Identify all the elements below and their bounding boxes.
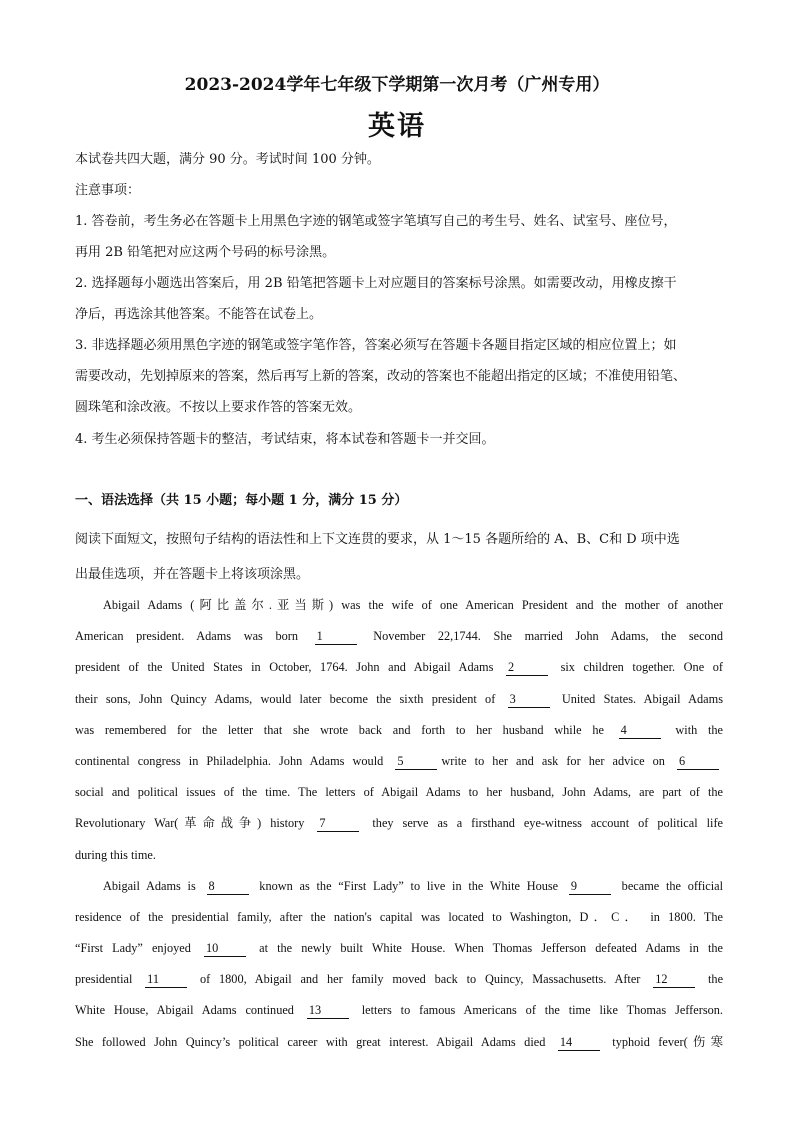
passage-text: with the	[675, 722, 723, 737]
passage-line	[75, 746, 723, 777]
answer-blank: 5	[395, 754, 437, 770]
note-item-4: 4. 考生必须保持答题卡的整洁，考试结束，将本试卷和答题卡一并交回。	[75, 432, 495, 447]
note-item-1-line-1: 1. 答卷前，考生务必在答题卡上用黑色字迹的钢笔或签字笔填写自己的考生号、姓名、试室号、座位号，	[75, 214, 677, 229]
passage-line	[75, 777, 723, 808]
passage-text: their sons, John Quincy Adams, would later become the sixth president of	[75, 691, 496, 706]
passage-text: United States. Abigail Adams	[561, 691, 723, 706]
passage-text: the	[708, 972, 723, 987]
exam-title: 2023-2024学年七年级下学期第一次月考（广州专用）	[184, 75, 610, 95]
passage-text: they serve as a firsthand eye-witness account of political life	[372, 816, 723, 831]
passage-line	[75, 715, 723, 746]
passage-line	[75, 840, 723, 871]
passage-text: was remembered for the letter that she wrote back and forth to her husband while he	[75, 722, 604, 737]
reading-passage	[75, 590, 723, 1058]
passage-text: became the official	[621, 878, 723, 893]
section-1-direction-line-2: 出最佳选项，并在答题卡上将该项涂黑。	[75, 567, 310, 582]
passage-text: American president. Adams was born	[75, 629, 298, 644]
answer-blank: 4	[619, 723, 661, 739]
passage-text: letters to famous Americans of the time like Thomas Jefferson.	[361, 1003, 723, 1018]
answer-blank: 7	[317, 816, 359, 832]
passage-line	[75, 964, 723, 995]
note-item-1-line-2: 再用 2B 铅笔把对应这两个号码的标号涂黑。	[75, 245, 336, 260]
answer-blank: 10	[204, 941, 246, 957]
notes-heading: 注意事项：	[75, 183, 141, 198]
passage-text: of 1800, Abigail and her family moved back to Quincy, Massachusetts. After	[199, 972, 641, 987]
section-1-heading: 一、语法选择（共 15 小题；每小题 1 分，满分 15 分）	[75, 493, 408, 508]
answer-blank: 11	[145, 972, 187, 988]
passage-text: Revolutionary War(革命战争) history	[75, 816, 305, 831]
passage-text: president of the United States in October, 1764. John and Abigail Adams	[75, 660, 494, 675]
answer-blank: 12	[653, 972, 695, 988]
passage-text: continental congress in Philadelphia. John Adams would	[75, 753, 384, 768]
note-item-3-line-3: 圆珠笔和涂改液。不按以上要求作答的答案无效。	[75, 400, 362, 415]
instructions-intro: 本试卷共四大题，满分 90 分。考试时间 100 分钟。	[75, 152, 380, 167]
passage-line	[75, 621, 723, 652]
answer-blank: 6	[677, 754, 719, 770]
answer-blank: 2	[506, 660, 548, 676]
answer-blank: 13	[307, 1003, 349, 1019]
passage-line	[75, 995, 723, 1026]
answer-blank: 9	[569, 879, 611, 895]
passage-line	[75, 1027, 723, 1058]
passage-text: social and political issues of the time. The letters of Abigail Adams to her husband, John Adams, are part of the	[75, 785, 723, 800]
passage-text: Abigail Adams (阿比盖尔.亚当斯) was the wife of one American President and the mother of another	[103, 598, 723, 612]
note-item-3-line-1: 3. 非选择题必须用黑色字迹的钢笔或签字笔作答，答案必须写在答题卡各题目指定区域的相应位置上；如	[75, 338, 677, 353]
passage-line	[75, 902, 723, 933]
answer-blank: 1	[315, 629, 357, 645]
passage-text: She followed John Quincy’s political career with great interest. Abigail Adams died	[75, 1034, 546, 1049]
passage-line	[75, 684, 723, 715]
passage-line	[75, 808, 723, 839]
passage-line	[75, 933, 723, 964]
passage-text: presidential	[75, 972, 133, 987]
passage-text: Abigail Adams is	[103, 878, 196, 893]
passage-text: at the newly built White House. When Thomas Jefferson defeated Adams in the	[259, 941, 723, 956]
passage-line	[75, 871, 723, 902]
subject-title: 英语	[368, 111, 426, 142]
passage-text: White House, Abigail Adams continued	[75, 1003, 294, 1018]
section-1-direction-line-1: 阅读下面短文，按照句子结构的语法性和上下文连贯的要求，从 1～15 各题所给的 A、B、C和 D 项中选	[75, 532, 680, 547]
passage-text: six children together. One of	[560, 660, 723, 675]
passage-text: “First Lady” enjoyed	[75, 941, 191, 956]
note-item-2-line-1: 2. 选择题每小题选出答案后，用 2B 铅笔把答题卡上对应题目的答案标号涂黑。如需要改动，用橡皮擦干	[75, 276, 677, 291]
note-item-2-line-2: 净后，再选涂其他答案。不能答在试卷上。	[75, 307, 323, 322]
answer-blank: 14	[558, 1035, 600, 1051]
passage-line	[75, 590, 723, 621]
answer-blank: 3	[508, 692, 550, 708]
answer-blank: 8	[207, 879, 249, 895]
passage-text: November 22,1744. She married John Adams, the second	[373, 629, 723, 644]
passage-text: typhoid fever(伤寒	[612, 1034, 723, 1049]
passage-line	[75, 652, 723, 683]
passage-text: during this time.	[75, 847, 156, 862]
passage-text: known as the “First Lady” to live in the White House	[259, 878, 559, 893]
passage-text: write to her and ask for her advice on	[441, 753, 665, 768]
note-item-3-line-2: 需要改动，先划掉原来的答案，然后再写上新的答案，改动的答案也不能超出指定的区域；不准使用铅笔、	[75, 369, 687, 384]
passage-text: residence of the presidential family, after the nation's capital was located to Washington, D．C． in 1800. The	[75, 909, 723, 924]
